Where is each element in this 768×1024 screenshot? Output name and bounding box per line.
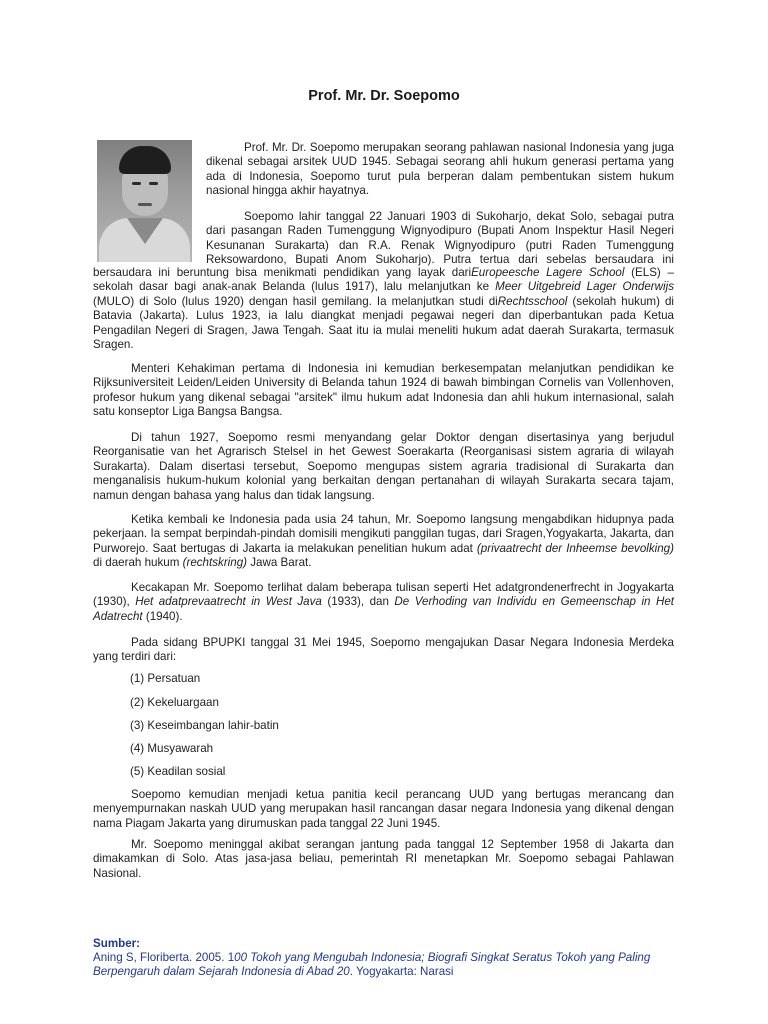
- citation-book-title: 00 Tokoh yang Mengubah Indonesia; Biografi Singkat Seratus Tokoh yang Paling Berpengaruh dalam Sejarah Indonesia di Abad 20: [93, 951, 651, 979]
- photo-eye-right: [149, 182, 158, 185]
- photo-collar-right: [145, 218, 163, 244]
- page-title: Prof. Mr. Dr. Soepomo: [308, 88, 460, 104]
- list-item: (3) Keseimbangan lahir-batin: [130, 719, 279, 732]
- writings-italic-b: Het adatprevaatrecht in West Java: [135, 595, 322, 609]
- photo-eye-left: [132, 182, 141, 185]
- career-italic-b: (privaatrecht der Inheemse bevolking): [476, 541, 674, 555]
- photo-collar-left: [127, 218, 145, 244]
- school-rechtsschool: Rechtsschool: [497, 294, 568, 308]
- career-text-e: Jawa Barat.: [247, 556, 312, 570]
- writings-text-c: (1933), dan: [321, 595, 395, 609]
- list-item: (4) Musyawarah: [130, 742, 214, 755]
- citation-publisher: . Yogyakarta: Narasi: [349, 965, 454, 979]
- early-life-tail: bersaudara ini beruntung bisa menikmati pendidikan yang layak dari: [93, 266, 472, 279]
- citation-author: Aning S, Floriberta. 2005. 1: [93, 951, 235, 964]
- portrait-photo: [97, 140, 192, 262]
- school-mulo: Meer Uitgebreid Lager Onderwijs: [495, 280, 674, 294]
- paragraph-intro: Prof. Mr. Dr. Soepomo merupakan seorang pahlawan nasional Indonesia yang juga dikenal sebagai arsitek UUD 1945. Sebagai seorang ahli hukum generasi pertama yang ada di Indonesia, Soepomo turut pula berperan dalam pembentukan sistem hukum nasional hingga akhir hayatnya.: [206, 141, 674, 198]
- paragraph-career: [93, 513, 674, 571]
- sources-citation: [93, 951, 653, 980]
- early-life-text-a: Soepomo lahir tanggal 22 Januari 1903 di Sukoharjo, dekat Solo, sebagai putra dari pasangan Raden Tumenggung Wignyodipuro (Bupati Anom Inspektur Hasil Negeri Kesunanan Surakarta) dan R.A. Renak Wignyodipuro (putri Raden Tumenggung Reksowardono, Bupati Anom Sukoharjo). Putra tertua dari sebelas bersaudara ini: [206, 210, 674, 267]
- paragraph-writings: [93, 581, 674, 624]
- writings-italic-d: De Verhoding van Individu en Gemeenschap in Het Adatrecht: [93, 595, 674, 623]
- paragraph-bpupki: Pada sidang BPUPKI tanggal 31 Mei 1945, Soepomo mengajukan Dasar Negara Indonesia Merdeka yang terdiri dari:: [93, 636, 674, 664]
- career-text-a: Ketika kembali ke Indonesia pada usia 24 tahun, Mr. Soepomo langsung mengabdikan hidupnya pada pekerjaan. Ia sempat berpindah-pindah domisili mengikuti panggilan tugas, dari Sragen,Yogyakarta, Jakarta, dan Purworejo. Saat bertugas di Jakarta ia melakukan penelitian hukum adat: [93, 513, 674, 555]
- early-life-text-e: (MULO) di Solo (lulus 1920) dengan hasil gemilang. Ia melanjutkan studi di: [93, 294, 498, 308]
- paragraph-death: Mr. Soepomo meninggal akibat serangan jantung pada tanggal 12 September 1958 di Jakarta dan dimakamkan di Solo. Atas jasa-jasa beliau, pemerintah RI menetapkan Mr. Soepomo sebagai Pahlawan Nasional.: [93, 838, 674, 880]
- list-item: (2) Kekeluargaan: [130, 696, 219, 709]
- paragraph-leiden: Menteri Kehakiman pertama di Indonesia ini kemudian berkesempatan melanjutkan pendidikan ke Rijksuniversiteit Leiden/Leiden University di Belanda tahun 1924 di bawah bimbingan Cornelis van Vollenhoven, profesor hukum yang dikenal sebagai "arsitek" ilmu hukum adat Indonesia dan ahli hukum internasional, salah satu konseptor Liga Bangsa Bangsa.: [93, 362, 674, 419]
- career-text-c: di daerah hukum: [93, 556, 183, 570]
- writings-text-a: Kecakapan Mr. Soepomo terlihat dalam beberapa tulisan seperti Het adatgrondenerfrecht in Jogyakarta (1930),: [93, 581, 674, 609]
- early-life-text-g: (sekolah hukum) di Batavia (Jakarta). Lulus 1923, ia lalu diangkat menjadi pegawai negeri dan diperbantukan pada Ketua Pengadilan Negeri di Sragen, Jawa Tengah. Saat itu ia mulai meneliti hukum adat daerah Surakarta, termasuk Sragen.: [93, 294, 675, 352]
- paragraph-early-life-top: [206, 210, 674, 268]
- list-item: (5) Keadilan sosial: [130, 765, 226, 778]
- career-italic-d: (rechtskring): [182, 556, 248, 570]
- paragraph-early-life-bottom: [93, 266, 674, 352]
- sources-label: Sumber:: [93, 937, 141, 950]
- photo-hair: [119, 146, 171, 174]
- writings-text-e: (1940).: [142, 609, 183, 623]
- paragraph-doctorate: Di tahun 1927, Soepomo resmi menyandang gelar Doktor dengan disertasinya yang berjudul Reorganisatie van het Agrarisch Stelsel in het Gewest Soerakarta (Reorganisasi sistem agraria di wilayah Surakarta). Dalam disertasi tersebut, Soepomo mengupas sistem agraria tradisional di Surakarta dan menganalisis hukum-hukum kolonial yang berkaitan dengan pertanahan di wilayah Surakarta secara tajam, namun dengan bahasa yang halus dan tidak langsung.: [93, 431, 674, 502]
- photo-mouth: [138, 203, 152, 206]
- school-els: Europeesche Lagere School: [471, 266, 625, 279]
- paragraph-piagam-jakarta: Soepomo kemudian menjadi ketua panitia kecil perancang UUD yang bertugas merancang dan menyempurnakan naskah UUD yang merupakan hasil rancangan dasar negara Indonesia yang dikenal dengan nama Piagam Jakarta yang dirumuskan pada tanggal 22 Juni 1945.: [93, 788, 674, 830]
- early-life-text-c: (ELS) – sekolah dasar bagi anak-anak Belanda (lulus 1917), lalu melanjutkan ke: [93, 266, 674, 294]
- list-item: (1) Persatuan: [130, 672, 201, 685]
